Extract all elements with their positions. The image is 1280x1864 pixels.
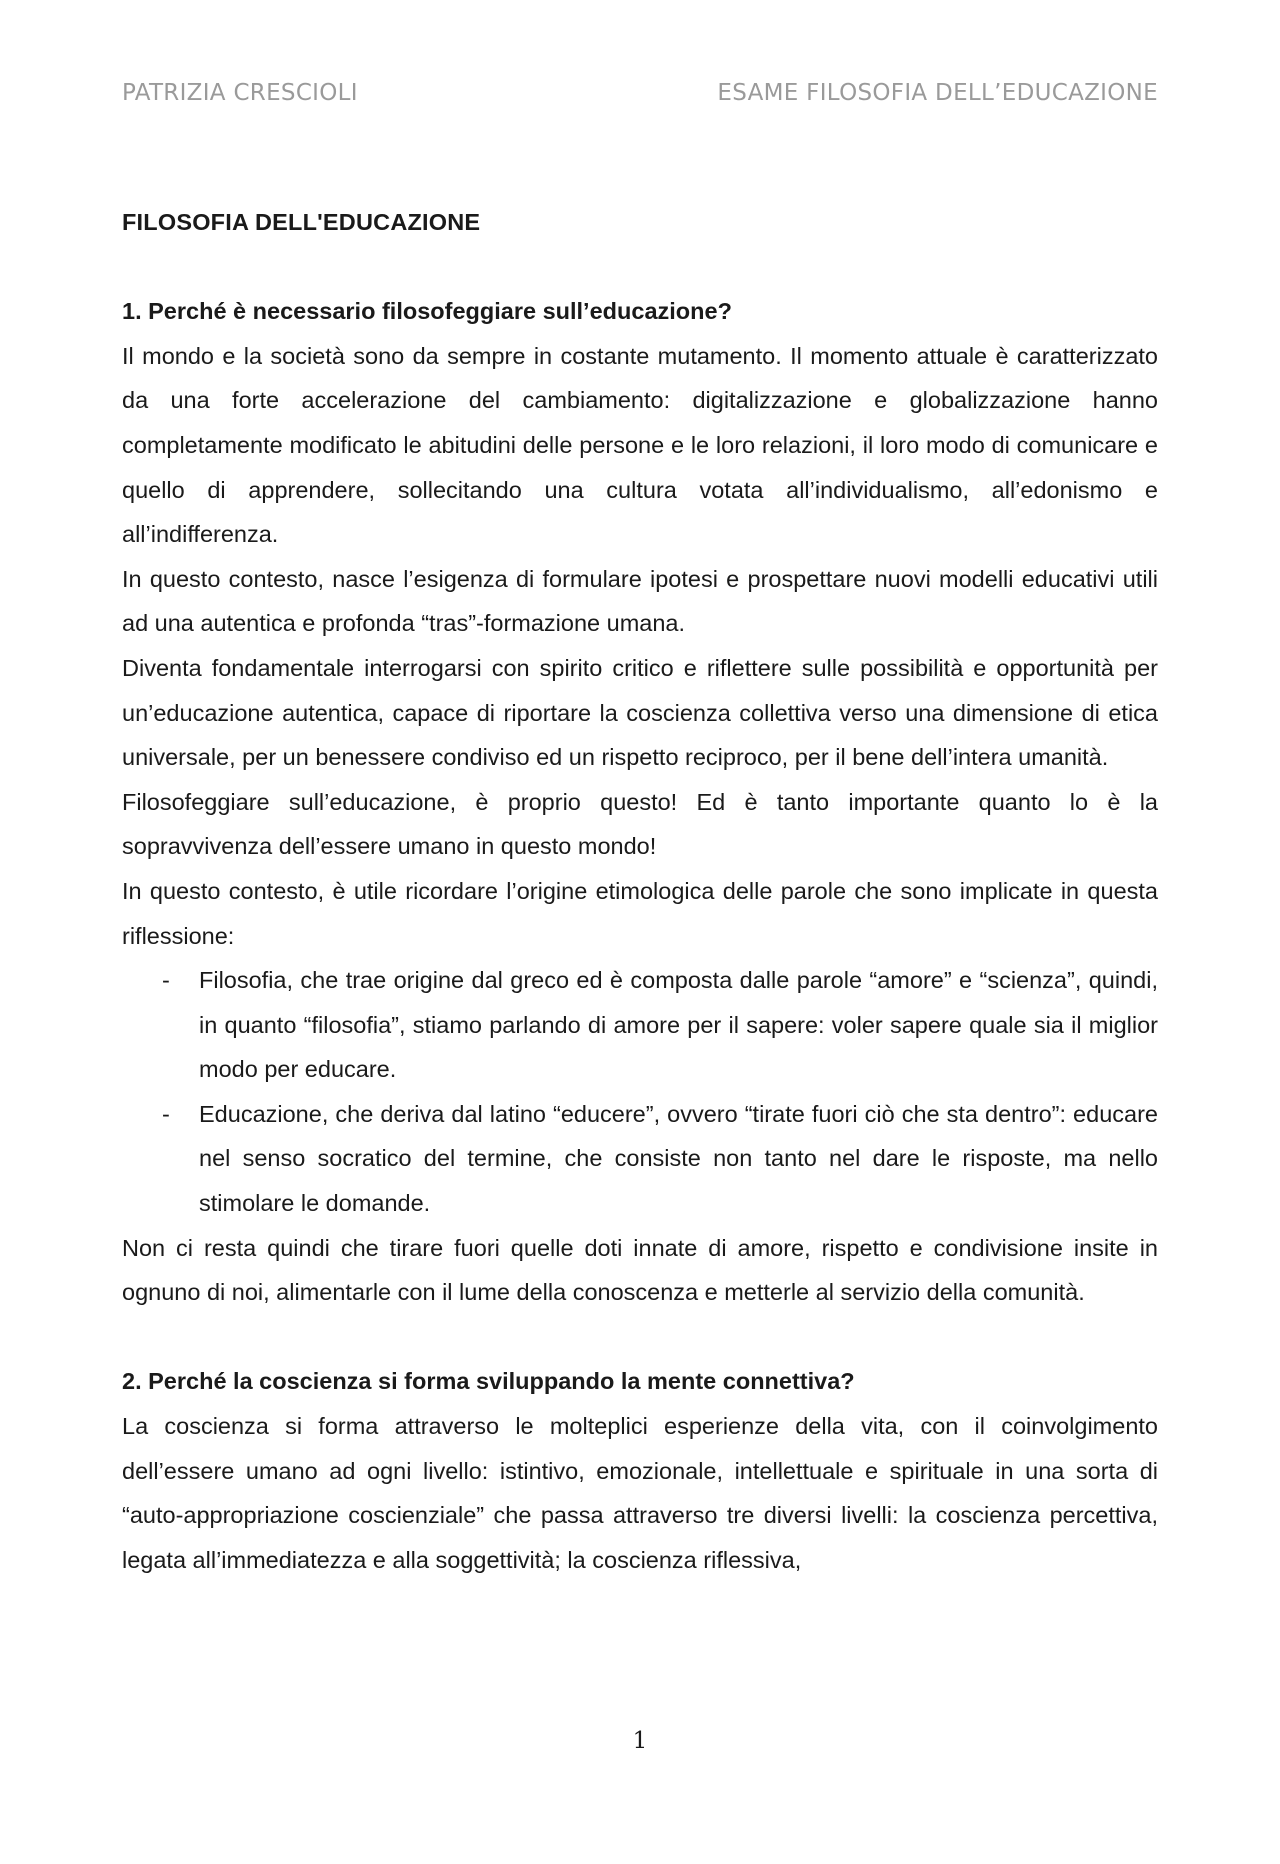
page-number: 1 [632,1728,648,1754]
header-author: PATRIZIA CRESCIOLI [122,80,358,106]
list-item [122,1092,1158,1226]
document-body [122,200,1158,1582]
list-dash: - [162,1100,170,1127]
list-item-text: Filosofia, che trae origine dal greco ed è composta dalle parole “amore” e “scienza”, quindi, in quanto “filosofia”, stiamo parlando di amore per il sapere: voler sapere quale sia il miglior modo per educare. [199,967,1158,1083]
header-course: ESAME FILOSOFIA DELL’EDUCAZIONE [717,80,1158,106]
section-2-heading: 2. Perché la coscienza si forma sviluppando la mente connettiva? [122,1368,855,1395]
section-1-paragraph: Il mondo e la società sono da sempre in costante mutamento. Il momento attuale è caratterizzato da una forte accelerazione del cambiamento: digitalizzazione e globalizzazione hanno completamente modificato le abitudini delle persone e le loro relazioni, il loro modo di comunicare e quello di apprendere, sollecitando una cultura votata all’individualismo, all’edonismo e all’indifferenza. [122,342,1158,548]
document-title: FILOSOFIA DELL'EDUCAZIONE [122,209,481,235]
blank-line [122,245,1158,290]
section-1-paragraph: In questo contesto, nasce l’esigenza di formulare ipotesi e prospettare nuovi modelli educativi utili ad una autentica e profonda “tras”-formazione umana. [122,565,1158,637]
section-1-closing: Non ci resta quindi che tirare fuori quelle doti innate di amore, rispetto e condivisione insite in ognuno di noi, alimentarle con il lume della conoscenza e metterle al servizio della comunità. [122,1234,1158,1306]
list-dash: - [162,967,170,994]
blank-line [122,1315,1158,1360]
etymology-list [122,958,1158,1226]
list-item-text: Educazione, che deriva dal latino “educere”, ovvero “tirate fuori ciò che sta dentro”: educare nel senso socratico del termine, che consiste non tanto nel dare le risposte, ma nello stimolare le domande. [199,1100,1158,1217]
section-2-paragraph: La coscienza si forma attraverso le molteplici esperienze della vita, con il coinvolgimento dell’essere umano ad ogni livello: istintivo, emozionale, intellettuale e spirituale in una sorta di “auto-appropriazione coscienziale” che passa attraverso tre diversi livelli: la coscienza percettiva, legata all’immediatezza e alla soggettività; la coscienza riflessiva, [122,1413,1158,1573]
section-1-heading: 1. Perché è necessario filosofeggiare sull’educazione? [122,298,732,325]
list-item [122,958,1158,1092]
section-1-paragraph: Filosofeggiare sull’educazione, è proprio questo! Ed è tanto importante quanto lo è la sopravvivenza dell’essere umano in questo mondo! [122,788,1158,860]
section-1-paragraph: Diventa fondamentale interrogarsi con spirito critico e riflettere sulle possibilità e opportunità per un’educazione autentica, capace di riportare la coscienza collettiva verso una dimensione di etica universale, per un benessere condiviso ed un rispetto reciproco, per il bene dell’intera umanità. [122,654,1158,771]
section-1-paragraph: In questo contesto, è utile ricordare l’origine etimologica delle parole che sono implicate in questa riflessione: [122,877,1158,949]
running-header [122,80,1158,106]
